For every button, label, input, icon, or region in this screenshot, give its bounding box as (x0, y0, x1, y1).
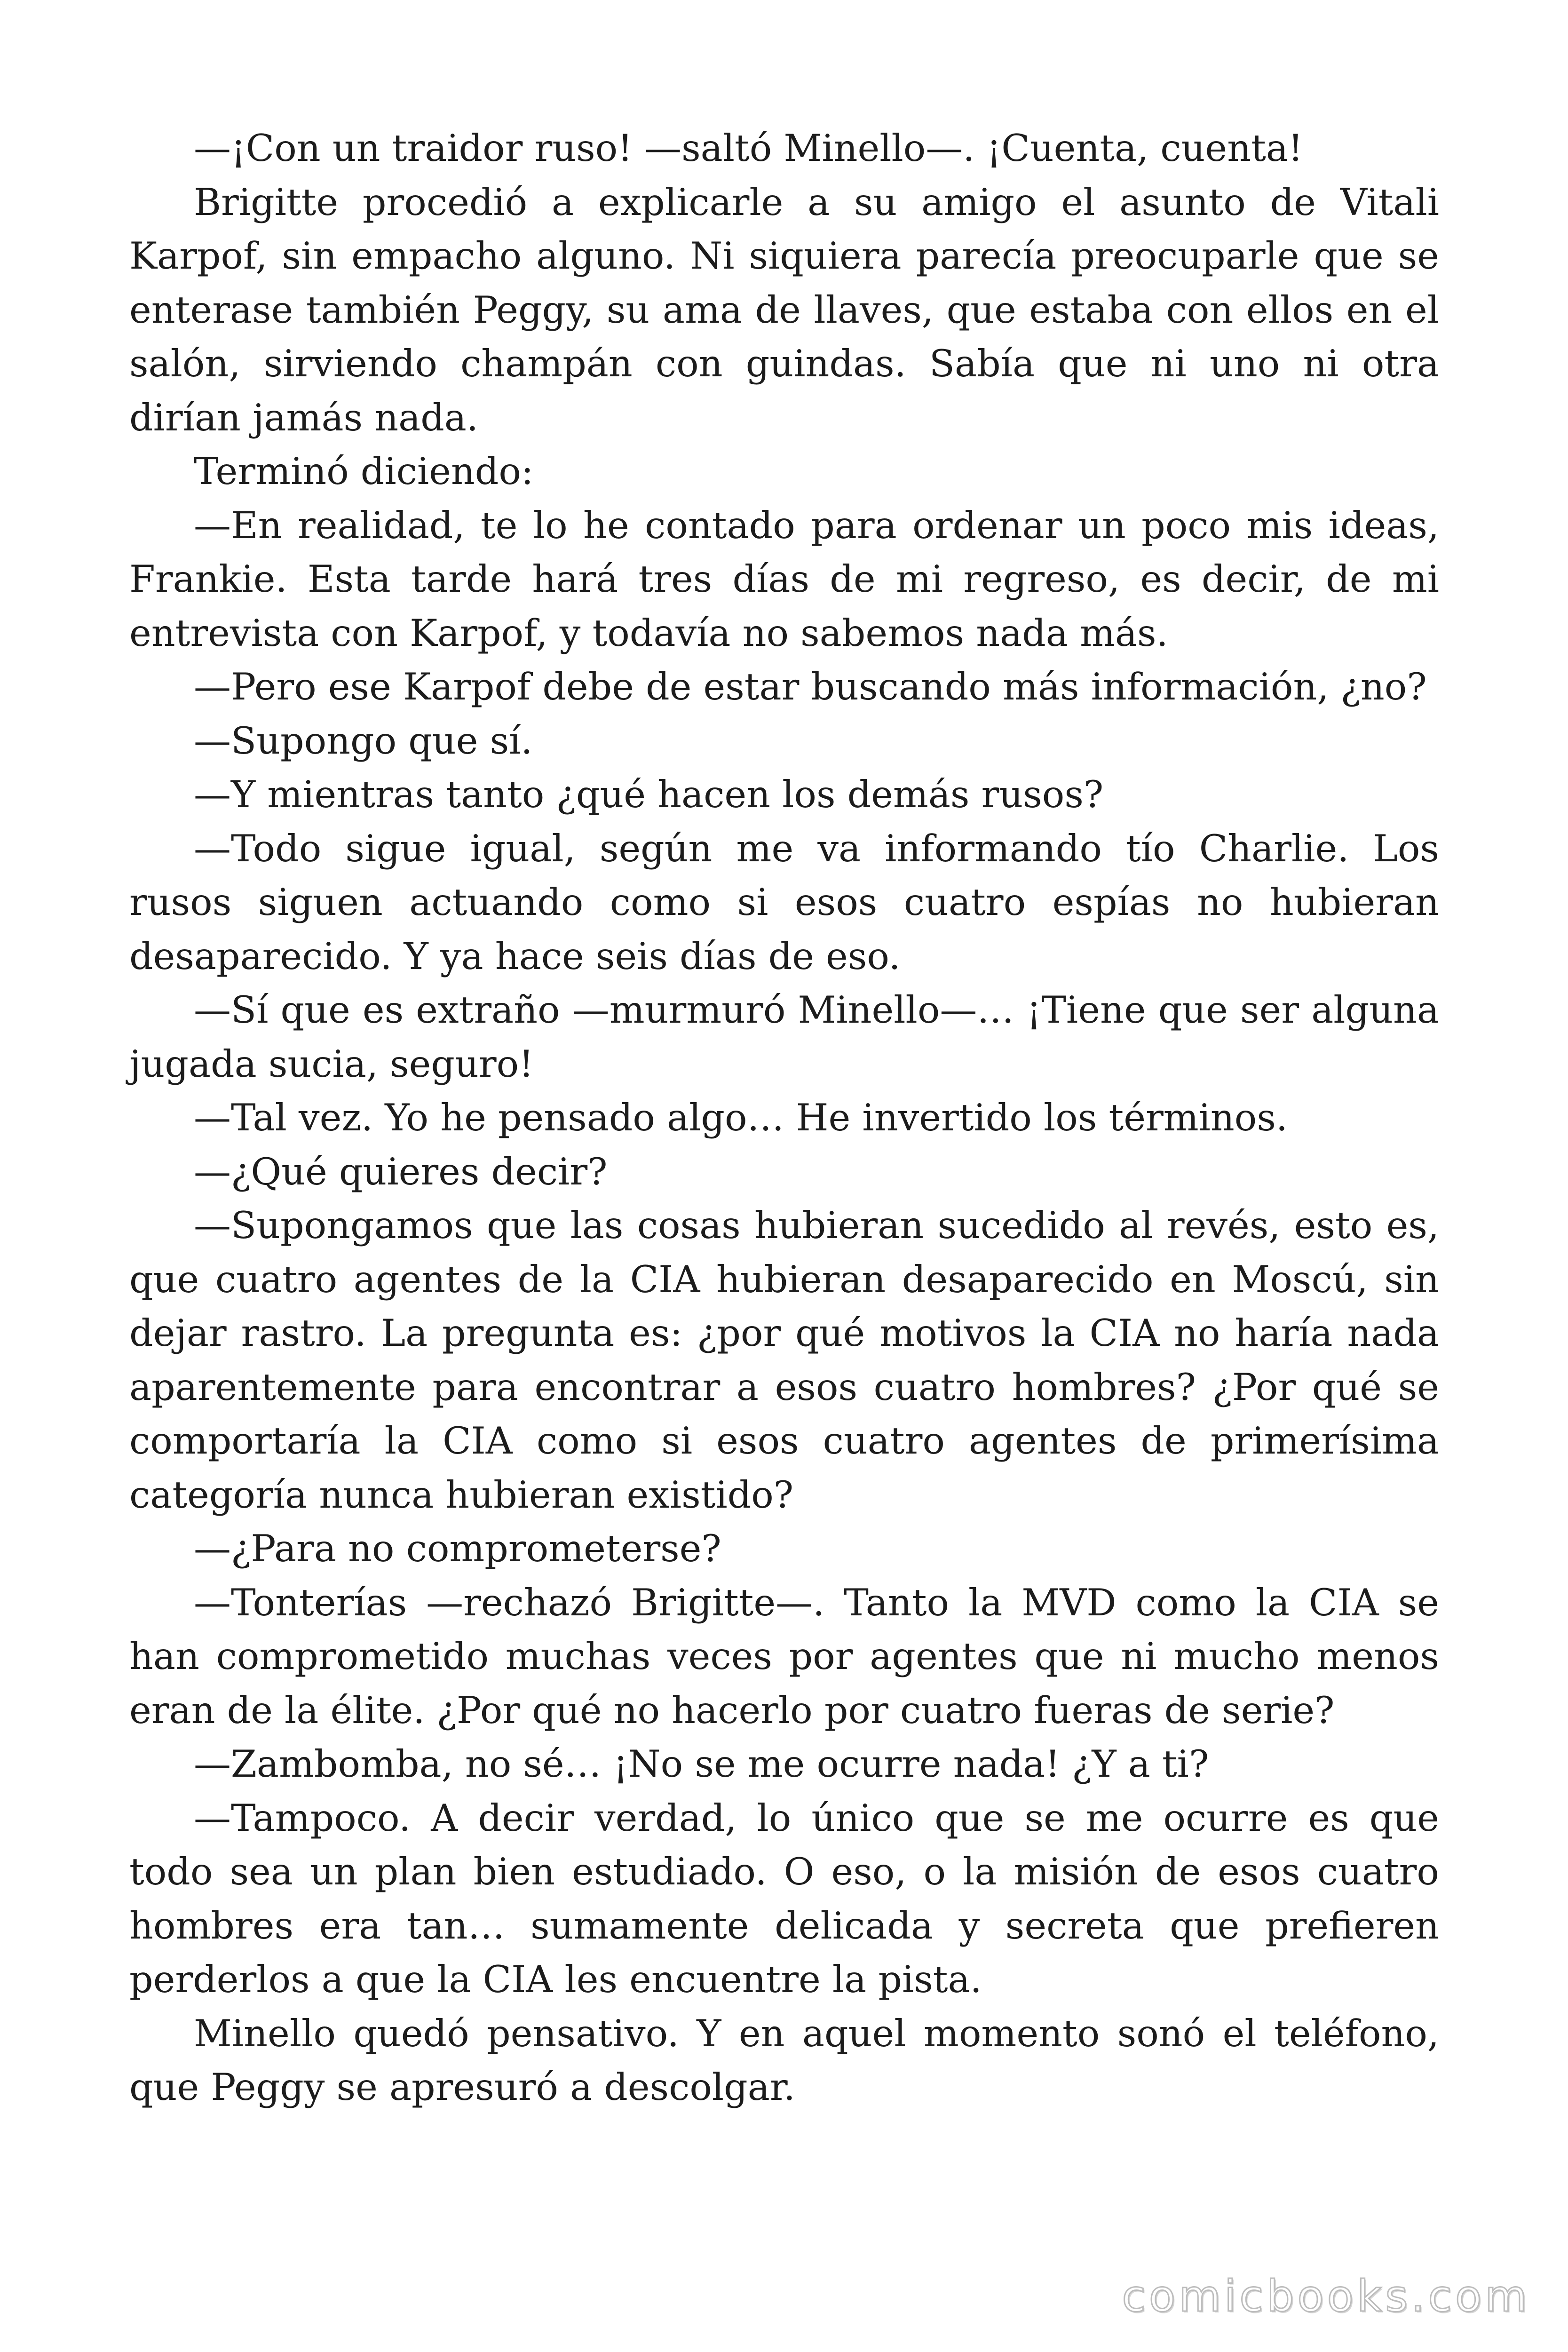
paragraph: —Todo sigue igual, según me va informando tío Charlie. Los rusos siguen actuando como si esos cuatro espías no hubieran desaparecido. Y ya hace seis días de eso. (129, 826, 1439, 978)
paragraph: —Tampoco. A decir verdad, lo único que se me ocurre es que todo sea un plan bien estudiado. O eso, o la misión de esos cuatro hombres era tan… sumamente delicada y secreta que prefieren perderlos a que la CIA les encuentre la pista. (129, 1796, 1439, 2001)
paragraph: —Y mientras tanto ¿qué hacen los demás rusos? (194, 773, 1104, 816)
paragraph: —Pero ese Karpof debe de estar buscando más información, ¿no? (194, 665, 1427, 708)
paragraph: —Sí que es extraño —murmuró Minello—… ¡Tiene que ser alguna jugada sucia, seguro! (129, 988, 1439, 1086)
paragraph: Brigitte procedió a explicarle a su amigo el asunto de Vitali Karpof, sin empacho alguno. Ni siquiera parecía preocuparle que se enterase también Peggy, su ama de llaves, que estaba con ellos en el salón, sirviendo champán con guindas. Sabía que ni uno ni otra dirían jamás nada. (129, 180, 1439, 439)
paragraph: —Zambomba, no sé… ¡No se me ocurre nada! ¿Y a ti? (194, 1742, 1209, 1786)
paragraph: Minello quedó pensativo. Y en aquel momento sonó el teléfono, que Peggy se apresuró a descolgar. (129, 2011, 1439, 2109)
paragraph: —¿Para no comprometerse? (194, 1527, 721, 1570)
paragraph: Terminó diciendo: (194, 450, 534, 493)
paragraph: —Tonterías —rechazó Brigitte—. Tanto la MVD como la CIA se han comprometido muchas veces por agentes que ni mucho menos eran de la élite. ¿Por qué no hacerlo por cuatro fueras de serie? (129, 1581, 1439, 1732)
paragraph: —Supongo que sí. (194, 719, 533, 763)
paragraph: —Supongamos que las cosas hubieran sucedido al revés, esto es, que cuatro agentes de la CIA hubieran desaparecido en Moscú, sin dejar rastro. La pregunta es: ¿por qué motivos la CIA no haría nada aparentemente para encontrar a esos cuatro hombres? ¿Por qué se comportaría la CIA como si esos cuatro agentes de primerísima categoría nunca hubieran existido? (129, 1204, 1439, 1517)
paragraph: —Tal vez. Yo he pensado algo… He invertido los términos. (194, 1096, 1288, 1139)
paragraph: —¡Con un traidor ruso! —saltó Minello—. ¡Cuenta, cuenta! (194, 127, 1303, 170)
paragraph: —En realidad, te lo he contado para ordenar un poco mis ideas, Frankie. Esta tarde hará tres días de mi regreso, es decir, de mi entrevista con Karpof, y todavía no sabemos nada más. (129, 503, 1439, 655)
page-body (129, 121, 1439, 2114)
paragraph: —¿Qué quieres decir? (194, 1150, 608, 1193)
watermark: comicbooks.com (1122, 2271, 1530, 2321)
